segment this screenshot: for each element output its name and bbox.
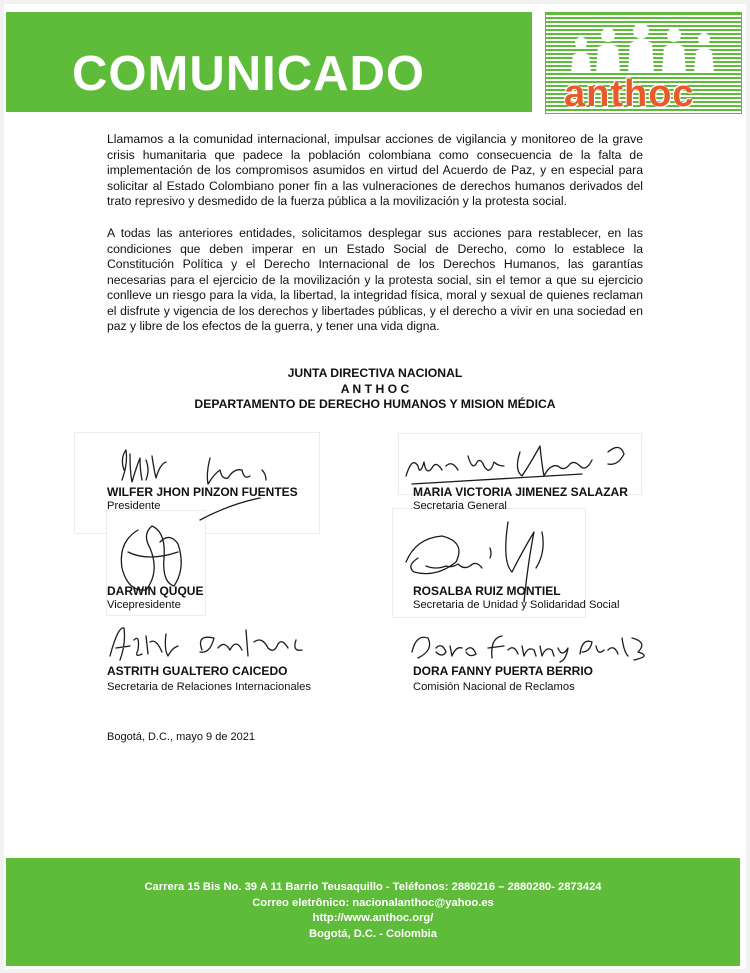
- signatory-name-6: DORA FANNY PUERTA BERRIO: [413, 664, 594, 678]
- footer-address: Carrera 15 Bis No. 39 A 11 Barrio Teusaquillo - Teléfonos: 2880216 – 2880280- 2873424: [144, 881, 602, 893]
- document-date: Bogotá, D.C., mayo 9 de 2021: [107, 731, 255, 743]
- signatory-role-4: Secretaria de Unidad y Solidaridad Social: [413, 599, 620, 611]
- heading-line-1: JUNTA DIRECTIVA NACIONAL: [287, 366, 463, 380]
- anthoc-logo: [545, 12, 742, 114]
- signatory-heading: [107, 366, 643, 413]
- footer-website-link[interactable]: http://www.anthoc.org/: [312, 912, 434, 924]
- heading-line-2: A N T H O C: [340, 381, 410, 396]
- footer-email[interactable]: Correo eletrônico: nacionalanthoc@yahoo.es: [252, 896, 494, 909]
- signature-6: [408, 628, 648, 668]
- signature-5: [106, 620, 316, 670]
- footer-banner: [6, 858, 740, 966]
- footer-city: Bogotá, D.C. - Colombia: [308, 927, 438, 940]
- logo-text: anthoc: [564, 73, 695, 114]
- signatory-name-2: MARIA VICTORIA JIMENEZ SALAZAR: [413, 485, 628, 499]
- signatory-role-3: Vicepresidente: [107, 599, 181, 611]
- heading-line-3: DEPARTAMENTO DE DERECHO HUMANOS Y MISION MÉDICA: [194, 397, 556, 411]
- page-title: COMUNICADO: [72, 47, 425, 101]
- signatory-role-6: Comisión Nacional de Reclamos: [413, 681, 575, 693]
- signatory-name-4: ROSALBA RUIZ MONTIEL: [413, 584, 561, 598]
- signatory-role-5: Secretaria de Relaciones Internacionales: [107, 681, 311, 693]
- signatory-name-5: ASTRITH GUALTERO CAICEDO: [107, 664, 288, 678]
- signatory-role-2: Secretaria General: [413, 500, 507, 512]
- signatory-name-3: DARWIN QUQUE: [107, 584, 204, 598]
- signatory-role-1: Presidente: [107, 500, 161, 512]
- body-paragraph-1: Llamamos a la comunidad internacional, impulsar acciones de vigilancia y monitoreo de la grave crisis humanitaria que padece la población colombiana como consecuencia de la falta de implementación de los compromisos asumidos en virtud del Acuerdo de Paz, y en especial para solicitar al Estado Colombiano poner fin a las vulneraciones de derechos humanos derivados del trato represivo y desmedido de la fuerza pública a la movilización y la protesta social.: [107, 132, 643, 208]
- signatory-name-1: WILFER JHON PINZON FUENTES: [107, 485, 298, 499]
- body-paragraph-2: A todas las anteriores entidades, solicitamos desplegar sus acciones para restablecer, en las condiciones que deben imperar en un Estado Social de Derecho, como lo establece la Constitución Política y el Derecho Internacional de los Derechos Humanos, las garantías necesarias para el ejercicio de la movilización y la protesta social, sin el temor a que su ejercicio conlleve un riesgo para la vida, la libertad, la integridad física, moral y sexual de quienes reclaman el disfrute y vigencia de los derechos y libertades públicas, y el derecho a vivir en una sociedad en paz y libre de los efectos de la guerra, y tener una vida digna.: [107, 226, 643, 333]
